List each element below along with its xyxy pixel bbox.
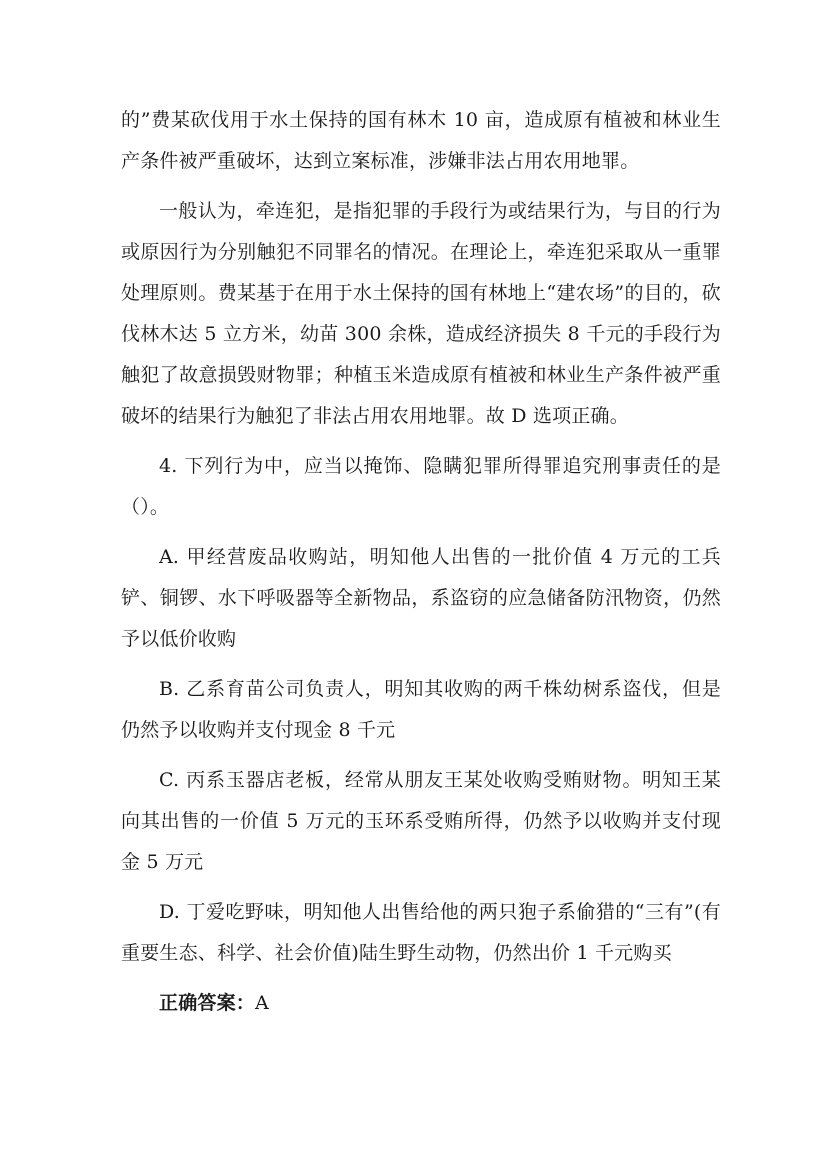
paragraph-analysis: 一般认为，牵连犯，是指犯罪的手段行为或结果行为，与目的行为或原因行为分别触犯不同罪名的情况。在理论上，牵连犯采取从一重罪处理原则。费某基于在用于水土保持的国有林地上“建农场”的目的，砍伐林木达 5 立方米，幼苗 300 余株，造成经济损失 8 千元的手段行为触犯了故意损毁财物罪；种植玉米造成原有植被和林业生产条件被严重破坏的结果行为触犯了非法占用农用地罪。故 D 选项正确。 [121,200,721,427]
paragraph-continuation: 的”费某砍伐用于水土保持的国有林木 10 亩，造成原有植被和林业生产条件被严重破坏，达到立案标准，涉嫌非法占用农用地罪。 [121,109,721,172]
answer-label: 正确答案： [159,992,256,1014]
option-b: B. 乙系育苗公司负责人，明知其收购的两千株幼树系盗伐，但是仍然予以收购并支付现金 8 千元 [121,678,721,741]
option-c: C. 丙系玉器店老板，经常从朋友王某处收购受贿财物。明知王某向其出售的一价值 5 万元的玉环系受贿所得，仍然予以收购并支付现金 5 万元 [121,769,721,873]
document-body [121,100,721,1024]
option-a: A. 甲经营废品收购站，明知他人出售的一批价值 4 万元的工兵铲、铜锣、水下呼吸器等全新物品，系盗窃的应急储备防汛物资，仍然予以低价收购 [121,546,721,650]
option-d: D. 丁爱吃野味，明知他人出售给他的两只狍子系偷猎的“三有”(有重要生态、科学、社会价值)陆生野生动物，仍然出价 1 千元购买 [121,901,721,964]
answer-value: A [255,992,269,1014]
question-stem: 4. 下列行为中，应当以掩饰、隐瞒犯罪所得罪追究刑事责任的是（）。 [121,455,721,518]
correct-answer [121,983,721,1024]
